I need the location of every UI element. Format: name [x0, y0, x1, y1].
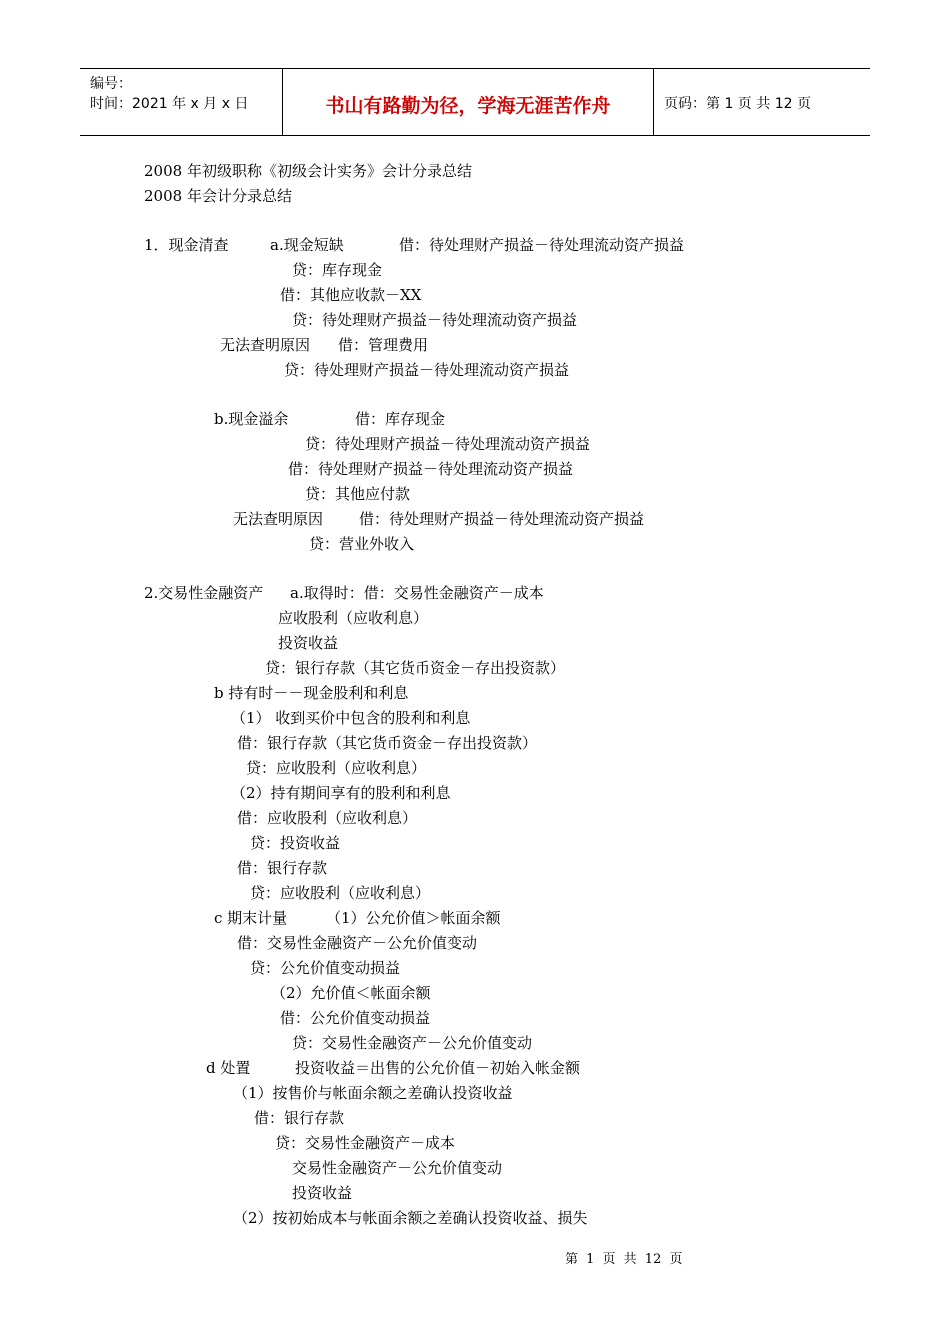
subsection-heading: a.现金短缺 [270, 236, 344, 254]
journal-entry-line: 贷：交易性金融资产－成本 [275, 1134, 456, 1152]
section-heading: 1．现金清查 [144, 236, 229, 254]
header-meta [80, 69, 280, 135]
journal-entry-line: 贷：待处理财产损益－待处理流动资产损益 [292, 311, 578, 329]
subsection-heading: c 期末计量 [214, 909, 288, 927]
condition-label: （1）公允价值＞帐面余额 [326, 909, 501, 927]
formula-line: 投资收益＝出售的公允价值－初始入帐金额 [295, 1059, 581, 1077]
journal-entry-line: 交易性金融资产－公允价值变动 [292, 1159, 503, 1177]
header-motto: 书山有路勤为径，学海无涯苦作舟 [325, 95, 611, 117]
journal-entry-line: 借：管理费用 [338, 336, 429, 354]
journal-entry-line: 借：应收股利（应收利息） [237, 809, 418, 827]
journal-entry-line: 借：银行存款（其它货币资金－存出投资款） [237, 734, 538, 752]
condition-label: （1） 收到买价中包含的股利和利息 [231, 709, 471, 727]
journal-entry-line: 贷：银行存款（其它货币资金－存出投资款） [265, 659, 566, 677]
journal-entry-line: 借：银行存款 [254, 1109, 345, 1127]
journal-entry-line: 投资收益 [292, 1184, 353, 1202]
doc-title: 2008 年初级职称《初级会计实务》会计分录总结 [144, 162, 472, 180]
journal-entry-line: a.取得时：借：交易性金融资产－成本 [290, 584, 544, 602]
section-heading: 2.交易性金融资产 [144, 584, 264, 602]
journal-entry-line: 借：待处理财产损益－待处理流动资产损益 [288, 460, 574, 478]
journal-entry-line: 贷：应收股利（应收利息） [250, 884, 431, 902]
condition-label: （1）按售价与帐面余额之差确认投资收益 [233, 1084, 513, 1102]
condition-label: （2）持有期间享有的股利和利息 [231, 784, 451, 802]
journal-entry-line: 贷：公允价值变动损益 [250, 959, 401, 977]
journal-entry-line: 借：库存现金 [355, 410, 446, 428]
journal-entry-line: 贷：库存现金 [292, 261, 383, 279]
journal-entry-line: 投资收益 [278, 634, 339, 652]
page-header [80, 68, 870, 136]
subsection-heading: b 持有时－－现金股利和利息 [214, 684, 409, 702]
journal-entry-line: 借：待处理财产损益－待处理流动资产损益 [359, 510, 645, 528]
journal-entry-line: 借：待处理财产损益－待处理流动资产损益 [399, 236, 685, 254]
condition-label: （2）按初始成本与帐面余额之差确认投资收益、损失 [233, 1209, 588, 1227]
document-number-label: 编号： [90, 76, 132, 92]
header-motto-cell [282, 69, 654, 135]
journal-entry-line: 贷：交易性金融资产－公允价值变动 [292, 1034, 533, 1052]
journal-entry-line: 借：银行存款 [237, 859, 328, 877]
journal-entry-line: 贷：其他应付款 [305, 485, 411, 503]
journal-entry-line: 贷：营业外收入 [309, 535, 415, 553]
document-time-label: 时间：2021 年 x 月 x 日 [90, 96, 249, 112]
journal-entry-line: 应收股利（应收利息） [278, 609, 429, 627]
subsection-heading: d 处置 [206, 1059, 251, 1077]
journal-entry-line: 贷：应收股利（应收利息） [246, 759, 427, 777]
condition-label: 无法查明原因 [220, 336, 311, 354]
journal-entry-line: 借：其他应收款－XX [280, 286, 422, 304]
doc-subtitle: 2008 年会计分录总结 [144, 187, 292, 205]
journal-entry-line: 借：公允价值变动损益 [280, 1009, 431, 1027]
journal-entry-line: 贷：投资收益 [250, 834, 341, 852]
journal-entry-line: 贷：待处理财产损益－待处理流动资产损益 [284, 361, 570, 379]
header-page-info: 页码：第 1 页 共 12 页 [664, 96, 811, 112]
condition-label: 无法查明原因 [233, 510, 324, 528]
header-page-cell [654, 69, 870, 135]
subsection-heading: b.现金溢余 [214, 410, 289, 428]
page-footer: 第 1 页 共 12 页 [565, 1252, 683, 1267]
condition-label: （2）允价值＜帐面余额 [271, 984, 431, 1002]
journal-entry-line: 借：交易性金融资产－公允价值变动 [237, 934, 478, 952]
journal-entry-line: 贷：待处理财产损益－待处理流动资产损益 [305, 435, 591, 453]
